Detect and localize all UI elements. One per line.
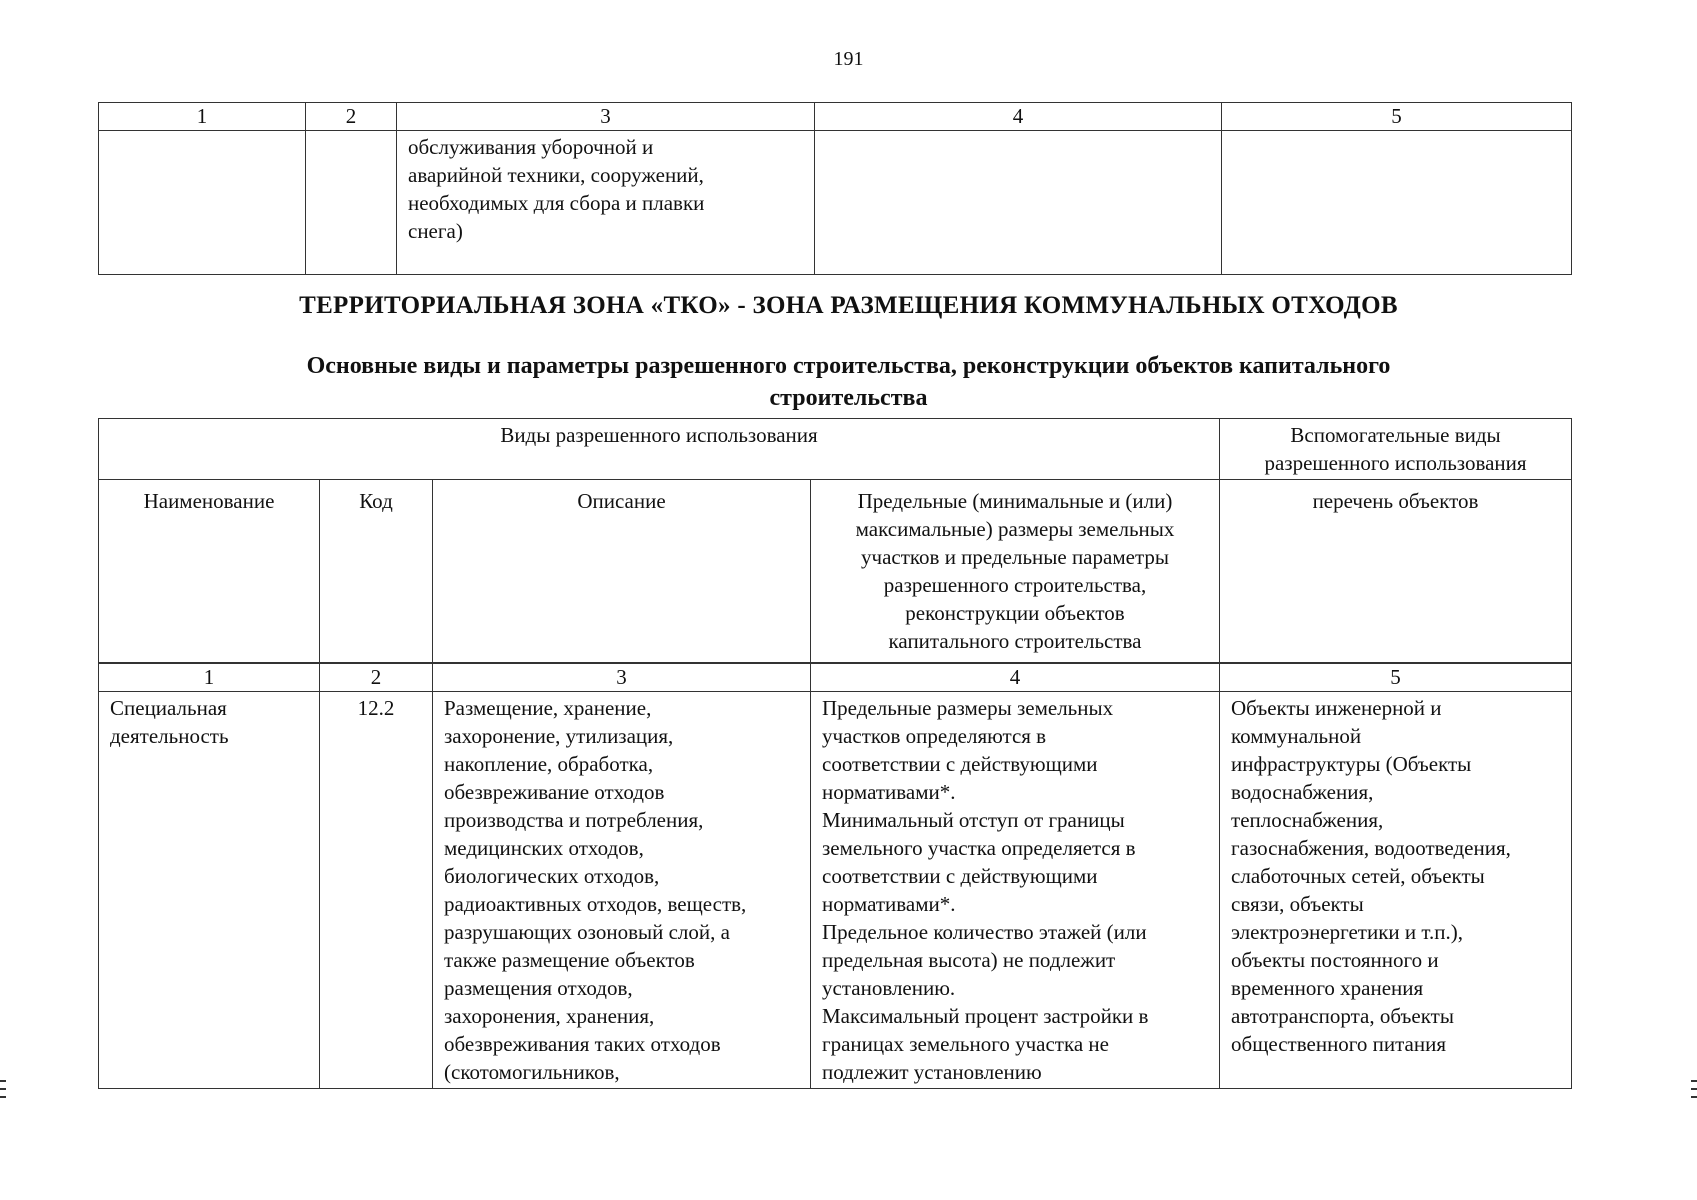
permitted-use-table bbox=[98, 418, 1572, 1089]
text-line: газоснабжения, водоотведения, bbox=[1231, 836, 1511, 860]
text-line: земельного участка определяется в bbox=[822, 836, 1136, 860]
text-line: нормативами*. bbox=[822, 892, 956, 916]
cell-code bbox=[306, 131, 397, 275]
text-line: капитального строительства bbox=[888, 629, 1142, 653]
header-description: Описание bbox=[433, 480, 811, 664]
text-line: производства и потребления, bbox=[444, 808, 704, 832]
text-line: Максимальный процент застройки в bbox=[822, 1004, 1149, 1028]
text-line: Предельное количество этажей (или bbox=[822, 920, 1147, 944]
scan-edge-mark bbox=[0, 1080, 6, 1082]
header-limits bbox=[811, 480, 1220, 664]
zone-title: ТЕРРИТОРИАЛЬНАЯ ЗОНА «ТКО» - ЗОНА РАЗМЕЩЕНИЯ КОММУНАЛЬНЫХ ОТХОДОВ bbox=[299, 292, 1398, 319]
text-line: реконструкции объектов bbox=[905, 601, 1125, 625]
text-line: теплоснабжения, bbox=[1231, 808, 1384, 832]
scan-edge-mark bbox=[1691, 1088, 1697, 1090]
table-row bbox=[99, 131, 1572, 275]
text-line: участков и предельные параметры bbox=[861, 545, 1169, 569]
text-line: установлению. bbox=[822, 976, 956, 1000]
text-line: нормативами*. bbox=[822, 780, 956, 804]
text-line: строительства bbox=[769, 385, 928, 411]
cell-description bbox=[397, 131, 815, 275]
group-header-auxiliary bbox=[1220, 419, 1572, 480]
cell-limits bbox=[815, 131, 1222, 275]
text-line: обслуживания уборочной и bbox=[408, 135, 654, 159]
scan-edge-mark bbox=[0, 1096, 6, 1098]
text-line: временного хранения bbox=[1231, 976, 1424, 1000]
text-line: инфраструктуры (Объекты bbox=[1231, 752, 1472, 776]
text-line: Специальная bbox=[110, 696, 227, 720]
cell-objects bbox=[1220, 692, 1572, 1089]
text-line: подлежит установлению bbox=[822, 1060, 1042, 1084]
text-line: объекты постоянного и bbox=[1231, 948, 1439, 972]
column-number: 2 bbox=[320, 663, 433, 692]
column-number: 2 bbox=[306, 103, 397, 131]
page-number: 191 bbox=[833, 48, 864, 70]
column-number: 4 bbox=[811, 663, 1220, 692]
cell-code: 12.2 bbox=[320, 692, 433, 1089]
text-line: деятельность bbox=[110, 724, 229, 748]
text-line: связи, объекты bbox=[1231, 892, 1364, 916]
column-number: 4 bbox=[815, 103, 1222, 131]
cell-limits bbox=[811, 692, 1220, 1089]
text-line: границах земельного участка не bbox=[822, 1032, 1109, 1056]
text-line: снега) bbox=[408, 219, 463, 243]
header-code: Код bbox=[320, 480, 433, 664]
text-line: разрешенного строительства, bbox=[883, 573, 1147, 597]
column-numbers-row bbox=[99, 663, 1572, 692]
text-line: водоснабжения, bbox=[1231, 780, 1374, 804]
text-line: соответствии с действующими bbox=[822, 752, 1098, 776]
group-header-row bbox=[99, 419, 1572, 480]
text-line: участков определяются в bbox=[822, 724, 1047, 748]
text-line: Минимальный отступ от границы bbox=[822, 808, 1125, 832]
scan-edge-mark bbox=[1691, 1096, 1697, 1098]
text-line: соответствии с действующими bbox=[822, 864, 1098, 888]
continuation-column-numbers bbox=[99, 103, 1572, 131]
text-line: захоронение, утилизация, bbox=[444, 724, 674, 748]
table-row bbox=[99, 692, 1572, 1089]
text-line: (скотомогильников, bbox=[444, 1060, 620, 1084]
group-header-permitted: Виды разрешенного использования bbox=[99, 419, 1220, 480]
text-line: автотранспорта, объекты bbox=[1231, 1004, 1454, 1028]
text-line: размещения отходов, bbox=[444, 976, 633, 1000]
text-line: разрушающих озоновый слой, а bbox=[444, 920, 730, 944]
column-number: 5 bbox=[1220, 663, 1572, 692]
text-line: накопление, обработка, bbox=[444, 752, 654, 776]
text-line: электроэнергетики и т.п.), bbox=[1231, 920, 1463, 944]
text-line: Объекты инженерной и bbox=[1231, 696, 1442, 720]
cell-description bbox=[433, 692, 811, 1089]
column-number: 3 bbox=[433, 663, 811, 692]
column-number: 1 bbox=[99, 103, 306, 131]
text-line: слаботочных сетей, объекты bbox=[1231, 864, 1485, 888]
text-line: Предельные (минимальные и (или) bbox=[857, 489, 1173, 513]
column-number: 1 bbox=[99, 663, 320, 692]
text-line: Основные виды и параметры разрешенного строительства, реконструкции объектов капитального bbox=[306, 353, 1391, 379]
text-line: Вспомогательные виды bbox=[1290, 423, 1501, 447]
text-line: обезвреживания таких отходов bbox=[444, 1032, 721, 1056]
text-line: также размещение объектов bbox=[444, 948, 695, 972]
header-objects: перечень объектов bbox=[1220, 480, 1572, 664]
text-line: Размещение, хранение, bbox=[444, 696, 652, 720]
scan-edge-mark bbox=[1691, 1080, 1697, 1082]
header-name: Наименование bbox=[99, 480, 320, 664]
text-line: медицинских отходов, bbox=[444, 836, 644, 860]
column-number: 5 bbox=[1222, 103, 1572, 131]
text-line: предельная высота) не подлежит bbox=[822, 948, 1116, 972]
text-line: аварийной техники, сооружений, bbox=[408, 163, 704, 187]
scan-edge-mark bbox=[0, 1088, 6, 1090]
text-line: радиоактивных отходов, веществ, bbox=[444, 892, 747, 916]
cell-objects bbox=[1222, 131, 1572, 275]
section-title bbox=[180, 350, 1517, 414]
column-header-row bbox=[99, 480, 1572, 664]
text-line: захоронения, хранения, bbox=[444, 1004, 655, 1028]
text-line: обезвреживание отходов bbox=[444, 780, 665, 804]
text-line: коммунальной bbox=[1231, 724, 1362, 748]
continuation-table bbox=[98, 102, 1572, 275]
text-line: общественного питания bbox=[1231, 1032, 1447, 1056]
text-line: разрешенного использования bbox=[1264, 451, 1527, 475]
cell-name bbox=[99, 692, 320, 1089]
text-line: биологических отходов, bbox=[444, 864, 660, 888]
column-number: 3 bbox=[397, 103, 815, 131]
text-line: необходимых для сбора и плавки bbox=[408, 191, 705, 215]
cell-name bbox=[99, 131, 306, 275]
text-line: максимальные) размеры земельных bbox=[855, 517, 1175, 541]
text-line: Предельные размеры земельных bbox=[822, 696, 1114, 720]
